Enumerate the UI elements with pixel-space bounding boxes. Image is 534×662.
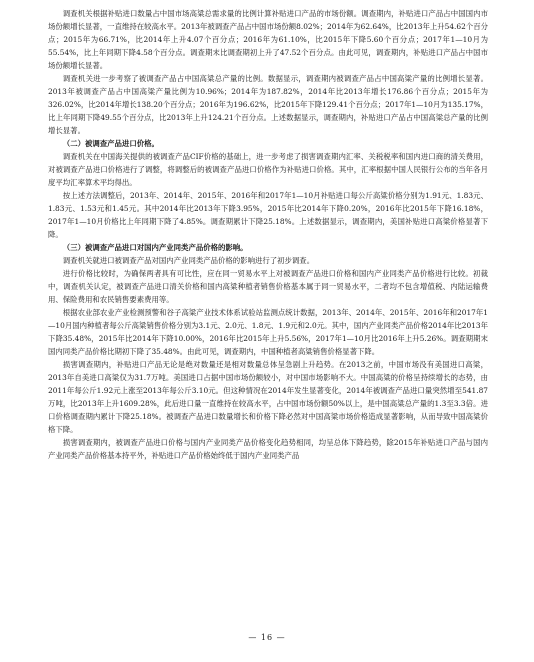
paragraph-preliminary-investigation: 调查机关就进口被调查产品对国内产业同类产品价格的影响进行了初步调查。 [62, 256, 315, 265]
page-number: — 16 — [248, 633, 286, 642]
paragraph-price-comparability: 进行价格比较时，为确保两者具有可比性，应在同一贸易水平上对被调查产品进口价格和国内产业同类产品价格进行比较。初裁中，调查机关认定，被调查产品进口清关价格和国内高粱种植者销售价格基本属于同一贸易水平，二者均不包含增值税、内陆运输费用、保险费用和农民销售要素费用等。 [48, 269, 488, 304]
paragraph-import-volume-trend: 损害调查期内，补贴进口产品无论是绝对数量还是相对数量总体呈急剧上升趋势。在2013之前，中国市场没有美国进口高粱，2013年自美进口高粱仅为31.7万吨。美国进口占据中国市场份额较小，对中国市场影响不大。中国高粱的价格呈持续增长的态势，由2011年每公斤1.92元上涨至2013年每公斤3.10元。但这种情况在2014年发生显著变化，2014年被调查产品进口量突然增至541.87万吨，比2013年上升1609.28%，此后进口量一直维持在较高水平，占中国市场份额50%以上，是中国高粱总产量的1.3至3.3倍。进口价格调查期内累计下降25.18%。被调查产品进口数量增长和价格下降必然对中国高粱市场价格造成显著影响，从而导致中国高粱价格下降。 [48, 360, 488, 434]
paragraph-output-ratio: 调查机关进一步考察了被调查产品占中国高粱总产量的比例。数据显示，调查期内被调查产品占中国高粱产量的比例增长显著。2013年被调查产品占中国高粱产量比例为10.96%；2014年为187.82%，2014年比2013年增长176.86个百分点；2015年为326.02%，比2014年增长138.20个百分点；2016年为196.62%，比2015年下降129.41个百分点；2017年1—10月为135.17%，比上年同期下降49.55个百分点，比2013年上升124.21个百分点。上述数据显示，调查期内，补贴进口产品占中国高粱总产量的比例增长显著。 [48, 74, 488, 135]
paragraph-price-trend: 损害调查期内，被调查产品进口价格与国内产业同类产品价格变化趋势相同，均呈总体下降趋势，除2015年补贴进口产品与国内产业同类产品价格基本持平外，补贴进口产品价格始终低于国内产业同类产品 [48, 438, 488, 460]
paragraph-price-adjustment: 调查机关在中国海关提供的被调查产品CIF价格的基础上，进一步考虑了损害调查期内汇率、关税税率和国内进口商的清关费用，对被调查产品进口价格进行了调整，将调整后的被调查产品进口价格作为补贴进口价格。其中，汇率根据中国人民银行公布的当年各月度平均汇率算术平均得出。 [48, 152, 488, 187]
paragraph-domestic-prices: 根据农业部农业产业检测预警和谷子高粱产业技术体系试验站监测点统计数据，2013年、2014年、2015年、2016年和2017年1—10月国内种植者每公斤高粱销售价格分别为3.1元、2.0元、1.8元、1.9元和2.0元。其中，国内产业同类产品价格2014年比2013年下降35.48%，2015年比2014年下降10.00%，2016年比2015年上升5.56%，2017年1—10月比2016年上升5.26%。调查期期末国内同类产品价格比期初下降了35.48%。由此可见，调查期内，中国种植者高粱销售价格显著下降。 [48, 308, 488, 356]
section-heading-import-price: （二）被调查产品进口价格。 [62, 139, 159, 148]
section-heading-price-effect: （三）被调查产品进口对国内产业同类产品价格的影响。 [62, 243, 248, 252]
document-body [48, 7, 488, 462]
paragraph-market-share: 调查机关根据补贴进口数量占中国市场高粱总需求量的比例计算补贴进口产品的市场份额。调查期内，补贴进口产品占中国国内市场份额增长显著，一直维持在较高水平。2013年被调查产品占中国市场份额8.02%；2014年为62.64%，比2013年上升54.62个百分点；2015年为66.71%，比2014年上升4.07个百分点；2016年为61.10%，比2015年下降5.60个百分点；2017年1—10月为55.54%，比上年同期下降4.58个百分点。调查期末比调查期初上升了47.52个百分点。由此可见，调查期内，补贴进口产品占中国市场份额增长显著。 [48, 9, 488, 70]
paragraph-adjusted-prices: 按上述方法调整后，2013年、2014年、2015年、2016年和2017年1—10月补贴进口每公斤高粱价格分别为1.91元、1.83元、1.83元、1.53元和1.45元。其中2014年比2013年下降3.95%，2015年比2014年下降0.20%，2016年比2015年下降16.18%，2017年1—10月价格比上年同期下降了4.85%。调查期累计下降25.18%。上述数据显示，调查期内，美国补贴进口高粱价格显著下降。 [48, 191, 488, 239]
